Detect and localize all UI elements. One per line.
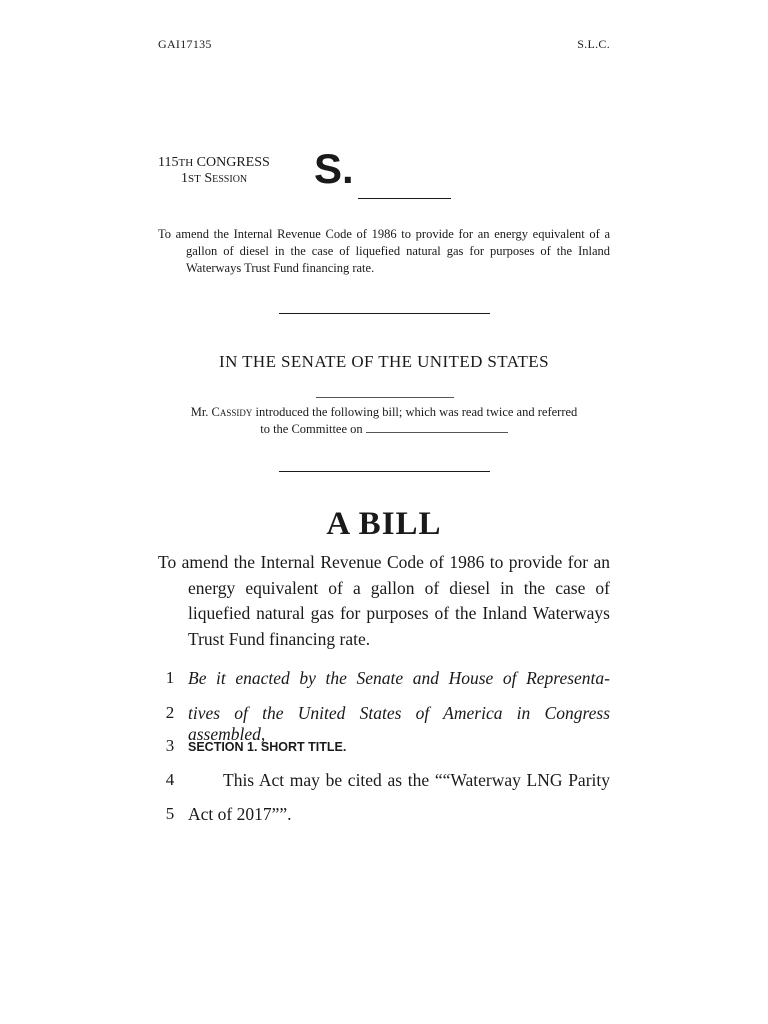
bill-number-blank <box>358 198 451 199</box>
enacting-clause: Be it enacted by the Senate and House of Representa- <box>188 668 610 688</box>
introduction-statement <box>158 404 610 438</box>
congress-ordinal: TH <box>178 157 194 169</box>
congress-number: 115 <box>158 155 179 170</box>
a-bill-heading: A BILL <box>326 506 442 542</box>
senate-heading: IN THE SENATE OF THE UNITED STATES <box>219 352 549 371</box>
line-number: 2 <box>165 703 175 722</box>
long-title: To amend the Internal Revenue Code of 1986 to provide for an energy equivalent of a gallon of diesel in the case of liquefied natural gas for purposes of the Inland Waterways Trust Fund financing rate. <box>158 552 610 649</box>
section-text: This Act may be cited as the ““Waterway LNG Parity <box>223 770 610 790</box>
line-number: 5 <box>165 804 175 823</box>
session-word: Session <box>204 171 248 186</box>
line-number: 1 <box>165 668 175 687</box>
introduction-line <box>158 404 610 421</box>
enacting-clause-continued: tives of the United States of America in Congress assembled, <box>188 703 610 744</box>
bill-designation: S. <box>314 145 354 192</box>
divider-rule <box>279 313 490 314</box>
congress-session-block <box>158 155 270 187</box>
section-heading: SECTION 1. SHORT TITLE. <box>188 740 347 754</box>
congress-line <box>158 155 270 171</box>
congress-word: CONGRESS <box>196 155 270 170</box>
line-number: 4 <box>165 770 175 789</box>
section-text-continued: Act of 2017””. <box>188 804 292 824</box>
slc-label: S.L.C. <box>577 37 610 51</box>
committee-line <box>158 421 610 438</box>
sponsor-name: Cassidy <box>211 405 253 419</box>
line-number: 3 <box>165 736 175 755</box>
short-title: To amend the Internal Revenue Code of 1986 to provide for an energy equivalent of a gallon of diesel in the case of liquefied natural gas for purposes of the Inland Waterways Trust Fund financing rate. <box>158 227 610 275</box>
session-number: 1 <box>181 171 188 186</box>
sponsor-prefix: Mr. <box>190 405 209 419</box>
divider-rule-2 <box>279 471 490 472</box>
committee-blank <box>366 422 508 433</box>
session-ordinal: ST <box>188 173 201 185</box>
thin-divider-rule <box>316 397 454 398</box>
introduction-text: introduced the following bill; which was read twice and referred <box>255 405 578 419</box>
session-line <box>181 171 270 187</box>
document-id: GAI17135 <box>158 37 212 51</box>
committee-label: to the Committee on <box>260 422 363 436</box>
